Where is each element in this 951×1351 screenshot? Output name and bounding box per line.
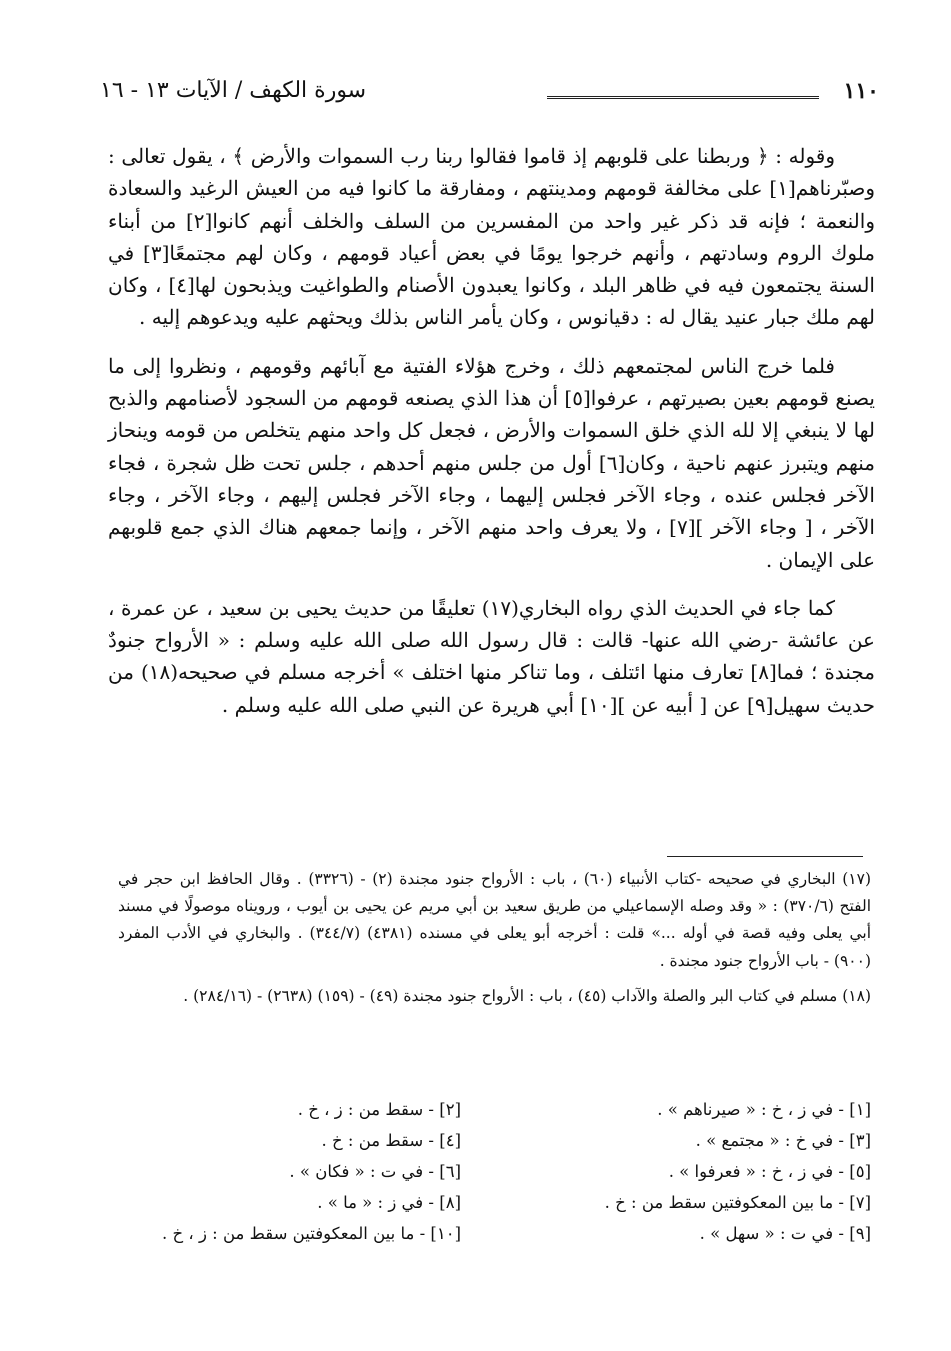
footnotes	[118, 866, 871, 1010]
variant-note: [١] - في ز ، خ : « صيرناهم » .	[657, 1100, 871, 1119]
variants-left-column	[162, 1094, 461, 1249]
running-title: سورة الكهف / الآيات ١٣ - ١٦	[100, 78, 367, 103]
variant-note: [٦] - في ت : « فكان » .	[289, 1162, 461, 1181]
footnote-separator	[667, 856, 863, 857]
page-header	[100, 78, 879, 112]
paragraph: وقوله : ﴿ وربطنا على قلوبهم إذ قاموا فقالوا ربنا رب السموات والأرض ﴾ ، يقول تعالى : وصبّرناهم[١] على مخالفة قومهم ومدينتهم ، ومفارقة ما كانوا فيه من العيش الرغيد والسعادة والنعمة ؛ فإنه قد ذكر غير واحد من المفسرين من السلف والخلف أنهم كانوا[٢] من أبناء ملوك الروم وسادتهم ، وأنهم خرجوا يومًا في بعض أعياد قومهم ، وكان لهم مجتمعًا[٣] في السنة يجتمعون فيه في ظاهر البلد ، وكانوا يعبدون الأصنام والطواغيت ويذبحون لها[٤] ، وكان لهم ملك جبار عنيد يقال له : دقيانوس ، وكان يأمر الناس بذلك ويحثهم عليه ويدعوهم إليه .	[108, 144, 875, 330]
paragraph: كما جاء في الحديث الذي رواه البخاري(١٧) تعليقًا من حديث يحيى بن سعيد ، عن عمرة ، عن عائشة -رضي الله عنها- قالت : قال رسول الله صلى الله عليه وسلم : « الأرواح جنودٌ مجندة ؛ فما[٨] تعارف منها ائتلف ، وما تناكر منها اختلف » أخرجه مسلم في صحيحه(١٨) من حديث سهيل[٩] عن [ أبيه عن ][١٠] أبي هريرة عن النبي صلى الله عليه وسلم .	[108, 595, 875, 717]
variant-note: [٧] - ما بين المعكوفتين سقط من : خ .	[604, 1193, 871, 1212]
variant-note: [١٠] - ما بين المعكوفتين سقط من : ز ، خ .	[161, 1224, 461, 1243]
variants-right-column	[605, 1094, 871, 1249]
footnote-17: (١٧) البخاري في صحيحه -كتاب الأنبياء (٦٠) ، باب : الأرواح جنود مجندة (٢) - (٣٣٢٦) . وقال الحافظ ابن حجر في الفتح (٣٧٠/٦) : « وقد وصله الإسماعيلي من طريق سعيد بن أبي مريم عن يحيى بن أيوب ، ورويناه موصولًا في مسند أبي يعلى وفيه قصة في أوله ...» قلت : أخرجه أبو يعلى في مسنده (٤٣٨١) (٣٤٤/٧) . والبخاري في الأدب المفرد (٩٠٠) - باب الأرواح جنود مجندة .	[118, 870, 871, 970]
page-number: ١١٠	[843, 78, 879, 104]
variant-note: [٢] - سقط من : ز ، خ .	[297, 1100, 461, 1119]
variant-note: [٣] - في خ : « مجتمع » .	[695, 1131, 871, 1150]
variant-note: [٤] - سقط من : خ .	[321, 1131, 461, 1150]
main-text	[108, 140, 875, 721]
variant-note: [٥] - في ز ، خ : « فعرفوا » .	[668, 1162, 871, 1181]
footnote-18: (١٨) مسلم في كتاب البر والصلة والآداب (٤٥) ، باب : الأرواح جنود مجندة (٤٩) - (١٥٩) (٢٦٣٨) - (٢٨٤/١٦) .	[183, 986, 871, 1005]
header-rule	[547, 96, 819, 99]
variant-note: [٩] - في ت : « سهل » .	[699, 1224, 871, 1243]
variant-note: [٨] - في ز : « ما » .	[317, 1193, 461, 1212]
paragraph: فلما خرج الناس لمجتمعهم ذلك ، وخرج هؤلاء الفتية مع آبائهم وقومهم ، ونظروا إلى ما يصنع قومهم بعين بصيرتهم ، عرفوا[٥] أن هذا الذي يصنعه قومهم من السجود لأصنامهم والذبح لها لا ينبغي إلا لله الذي خلق السموات والأرض ، فجعل كل واحد منهم يتخلص من قومه وينحاز منهم ويتبرز عنهم ناحية ، وكان[٦] أول من جلس منهم أحدهم ، جلس تحت ظل شجرة ، فجاء الآخر فجلس عنده ، وجاء الآخر فجلس إليهما ، وجاء الآخر فجلس إليهم ، وجاء الآخر ، وجاء الآخر ، [ وجاء الآخر ][٧] ، ولا يعرف واحد منهم الآخر ، وإنما جمعهم هناك الذي جمع قلوبهم على الإيمان .	[108, 353, 875, 572]
